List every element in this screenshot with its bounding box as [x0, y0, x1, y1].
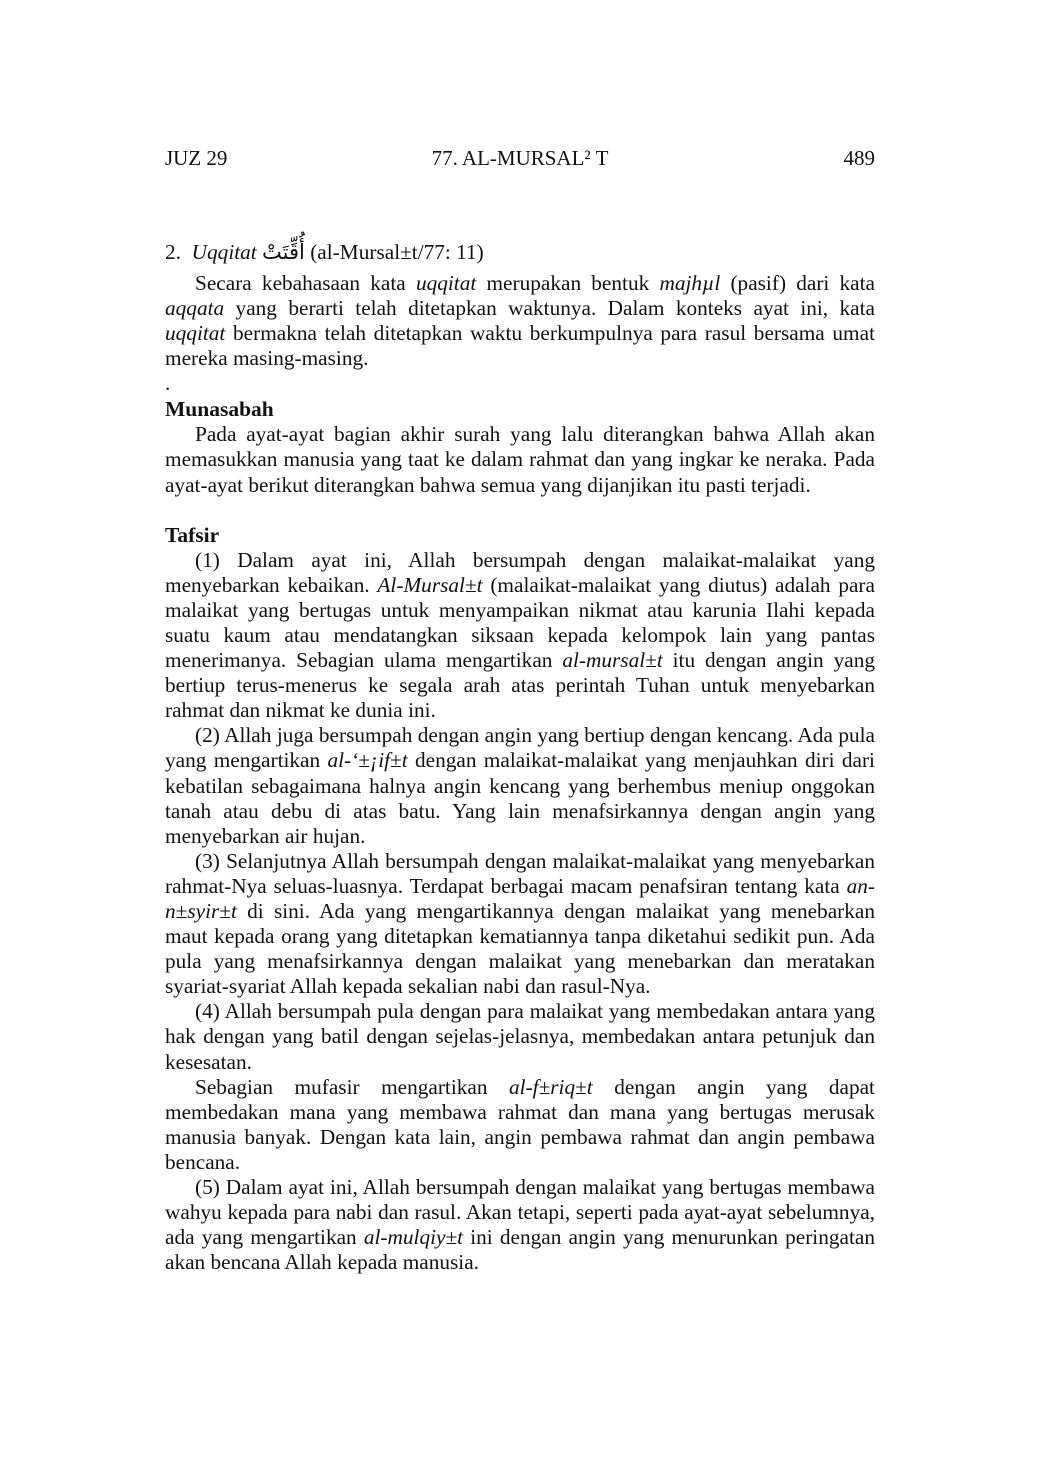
tafsir-paragraph-5: [165, 1075, 875, 1175]
munasabah-heading: Munasabah: [165, 397, 274, 422]
italic-term: uqqitat: [165, 321, 226, 346]
italic-term: al-mulqiy±t: [363, 1225, 464, 1250]
italic-term: al-‘±¡if±t: [327, 748, 408, 773]
term-part: µ: [702, 271, 715, 295]
text-run: bermakna telah ditetapkan waktu berkumpulnya para rasul bersama umat mereka masing-masing.: [165, 321, 875, 371]
text-run: (5) Dalam ayat ini, Allah bersumpah dengan malaikat yang bertugas membawa wahyu kepada para nabi dan rasul. Akan tetapi, seperti pada ayat-ayat sebelumnya, ada yang mengartikan: [165, 1175, 875, 1250]
italic-term: al-f±riq±t: [509, 1074, 593, 1099]
text-run: (2) Allah juga bersumpah dengan angin yang bertiup dengan kencang. Ada pula yang mengartikan: [165, 723, 875, 773]
tafsir-paragraph-6: [165, 1175, 875, 1275]
stray-dot: .: [165, 371, 171, 396]
item-number: 2.: [165, 240, 181, 264]
italic-term: [659, 271, 720, 295]
tafsir-paragraph-2: [165, 723, 875, 848]
text-run: (malaikat-malaikat yang diutus) adalah para malaikat yang bertugas untuk menyampaikan nikmat atau karunia Ilahi kepada suatu kaum atau mendatangkan siksaan kepada kelompok lain yang pantas menerimanya. Sebagian ulama mengartikan: [165, 572, 875, 673]
tafsir-heading: Tafsir: [165, 522, 220, 547]
text-run: ini dengan angin yang menurunkan peringatan akan bencana Allah kepada manusia.: [165, 1225, 875, 1275]
text-run: itu dengan angin yang bertiup terus-menerus ke segala arah atas perintah Tuhan untuk menyebarkan rahmat dan nikmat ke dunia ini.: [165, 648, 875, 723]
header-juz: JUZ 29: [165, 146, 228, 170]
text-run: dengan angin yang dapat membedakan mana yang membawa rahmat dan mana yang bertugas merusak manusia banyak. Dengan kata lain, angin pembawa rahmat dan angin pembawa bencana.: [165, 1074, 875, 1174]
page-number: 489: [843, 146, 875, 170]
italic-term: aqqata: [165, 296, 225, 321]
text-run: Sebagian mufasir mengartikan: [195, 1074, 509, 1099]
text-run: (3) Selanjutnya Allah bersumpah dengan malaikat-malaikat yang menyebarkan rahmat-Nya seluas-luasnya. Terdapat berbagai macam penafsiran tentang kata: [165, 848, 875, 898]
italic-term: uqqitat: [415, 271, 477, 295]
tafsir-paragraph-1: [165, 548, 875, 724]
term-part: l: [714, 271, 721, 295]
arabic-term: أُقِّتَتْ: [262, 240, 305, 264]
text-run: di sini. Ada yang mengartikannya dengan malaikat yang menebarkan maut kepada orang yang ditetapkan kematiannya tanpa diketahui sedikit pun. Ada pula yang menafsirkannya dengan malaikat yang menebarkan dan meratakan syariat-syariat Allah kepada sekalian nabi dan rasul-Nya.: [165, 898, 875, 999]
page-body: [165, 240, 875, 1275]
munasabah-paragraph: Pada ayat-ayat bagian akhir surah yang lalu diterangkan bahwa Allah akan memasukkan manusia yang taat ke dalam rahmat dan yang ingkar ke neraka. Pada ayat-ayat berikut diterangkan bahwa semua yang dijanjikan itu pasti terjadi.: [165, 422, 875, 497]
italic-term: al-mursal±t: [562, 648, 663, 673]
running-header: [165, 146, 875, 172]
italic-term: Al-Mursal±t: [377, 572, 483, 597]
tafsir-paragraph-4: (4) Allah bersumpah pula dengan para malaikat yang membedakan antara yang hak dengan yang batil dengan sejelas-jelasnya, membedakan antara petunjuk dan kesesatan.: [165, 999, 875, 1074]
item-term: Uqqitat: [191, 240, 257, 264]
text-run: dengan malaikat-malaikat yang menjauhkan diri dari kebatilan sebagaimana halnya angin kencang yang berhembus meniup onggokan tanah atau debu di atas batu. Yang lain menafsirkannya dengan angin yang menyebarkan air hujan.: [165, 748, 875, 848]
text-run: (pasif) dari kata: [720, 271, 875, 295]
vocabulary-paragraph: [165, 271, 875, 371]
text-run: yang berarti telah ditetapkan waktunya. Dalam konteks ayat ini, kata: [224, 296, 875, 321]
italic-term: an-n±syir±t: [165, 873, 875, 923]
term-part: majh: [659, 271, 703, 295]
text-run: merupakan bentuk: [476, 271, 660, 295]
text-run: Secara kebahasaan kata: [195, 271, 416, 295]
vocabulary-item-2: [165, 240, 875, 265]
tafsir-paragraph-3: [165, 849, 875, 1000]
header-surah: 77. AL-MURSAL² T: [431, 146, 609, 170]
text-run: (1) Dalam ayat ini, Allah bersumpah dengan malaikat-malaikat yang menyebarkan kebaikan.: [165, 547, 875, 597]
item-reference: (al-Mursal±t/77: 11): [310, 240, 484, 264]
